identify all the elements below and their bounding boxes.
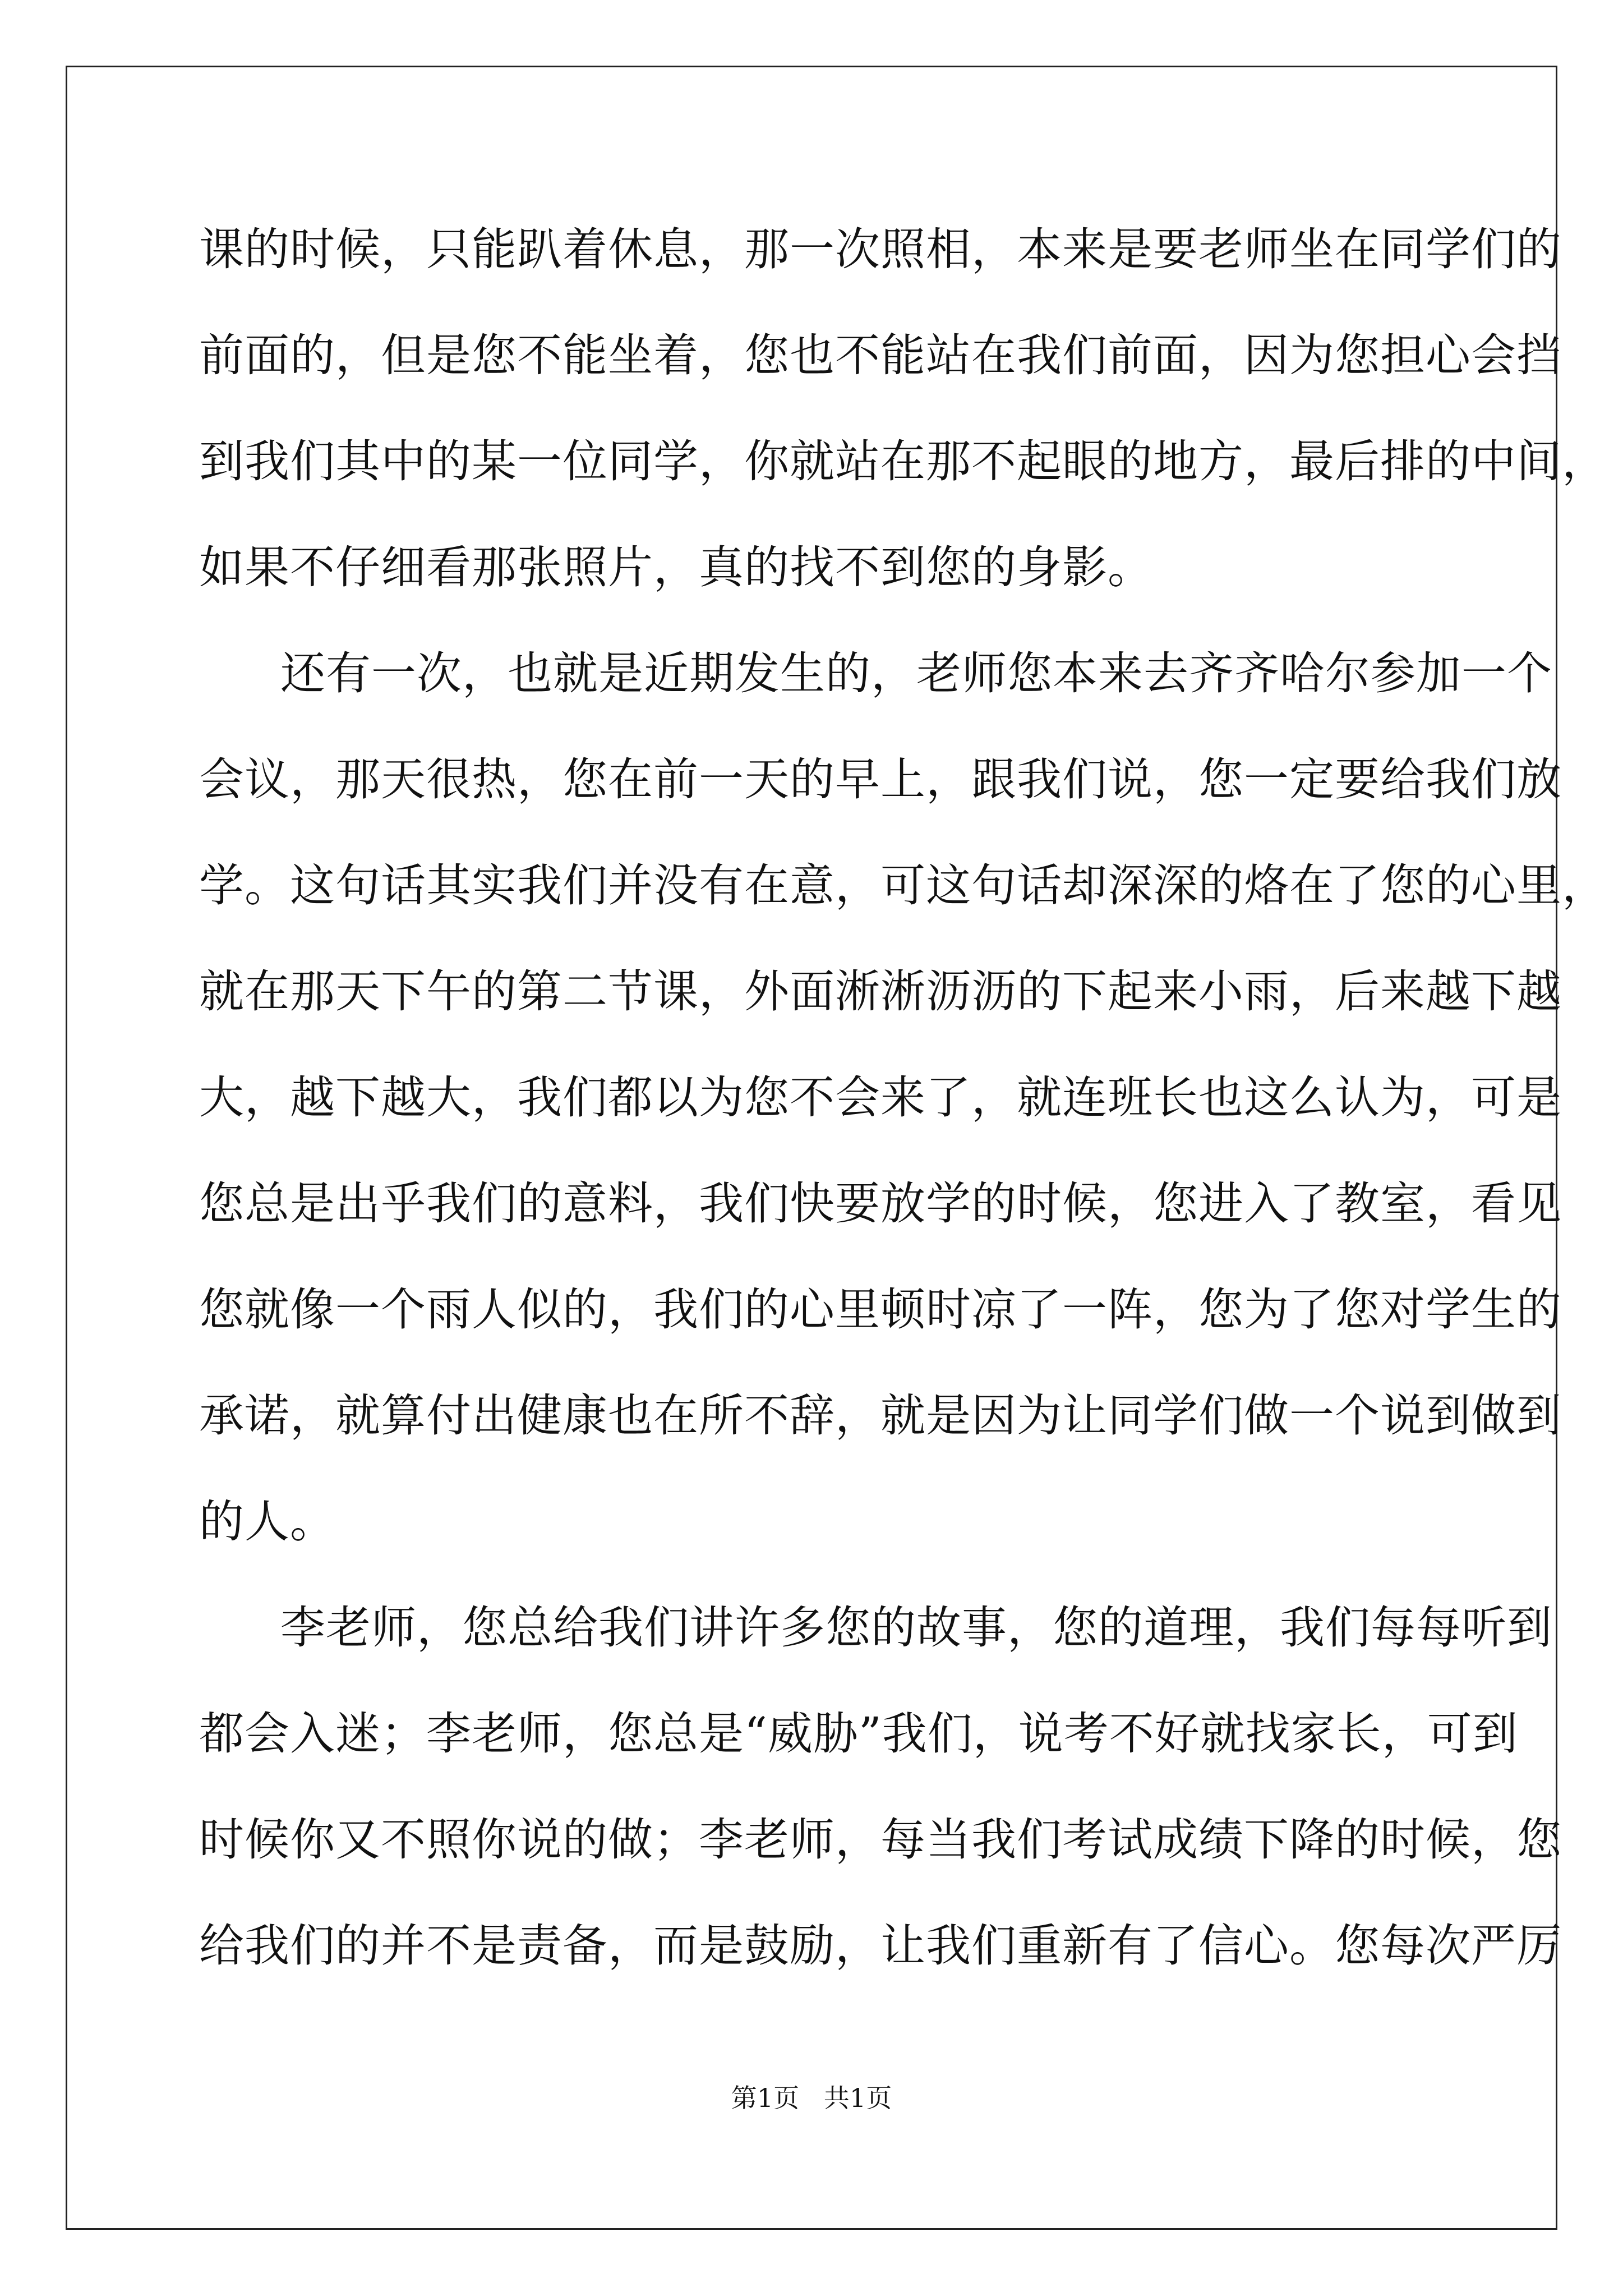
text-line: 就在那天下午的第二节课，外面淅淅沥沥的下起来小雨，后来越下越 [199,965,1562,1018]
paragraph-first-line: 还有一次，也就是近期发生的，老师您本来去齐齐哈尔参加一个 [280,647,1552,700]
text-line: 会议，那天很热，您在前一天的早上，跟我们说，您一定要给我们放 [199,753,1562,806]
text-line: 您就像一个雨人似的，我们的心里顿时凉了一阵，您为了您对学生的 [199,1283,1562,1336]
text-line: 如果不仔细看那张照片，真的找不到您的身影。 [199,541,1153,593]
text-line: 的人。 [199,1496,335,1548]
text-line: 时候你又不照你说的做；李老师，每当我们考试成绩下降的时候，您 [199,1814,1562,1866]
text-line: 课的时候，只能趴着休息，那一次照相，本来是要老师坐在同学们的 [199,223,1562,275]
page-number-footer: 第1页 共1页 [731,2083,892,2113]
text-line: 您总是出乎我们的意料，我们快要放学的时候，您进入了教室，看见 [199,1177,1562,1230]
text-line: 承诺，就算付出健康也在所不辞，就是因为让同学们做一个说到做到 [199,1389,1562,1442]
text-line: 给我们的并不是责备，而是鼓励，让我们重新有了信心。您每次严厉 [199,1920,1562,1972]
page-border [66,66,1607,2230]
paragraph-first-line: 李老师，您总给我们讲许多您的故事，您的道理，我们每每听到 [280,1602,1552,1654]
text-line: 前面的，但是您不能坐着，您也不能站在我们前面，因为您担心会挡 [199,329,1562,381]
text-line: 学。这句话其实我们并没有在意，可这句话却深深的烙在了您的心里， [199,859,1607,912]
text-line: 都会入迷；李老师，您总是“威胁”我们，说考不好就找家长，可到 [199,1708,1518,1760]
text-line: 到我们其中的某一位同学，你就站在那不起眼的地方，最后排的中间， [199,435,1607,487]
text-line: 大，越下越大，我们都以为您不会来了，就连班长也这么认为，可是 [199,1071,1562,1124]
